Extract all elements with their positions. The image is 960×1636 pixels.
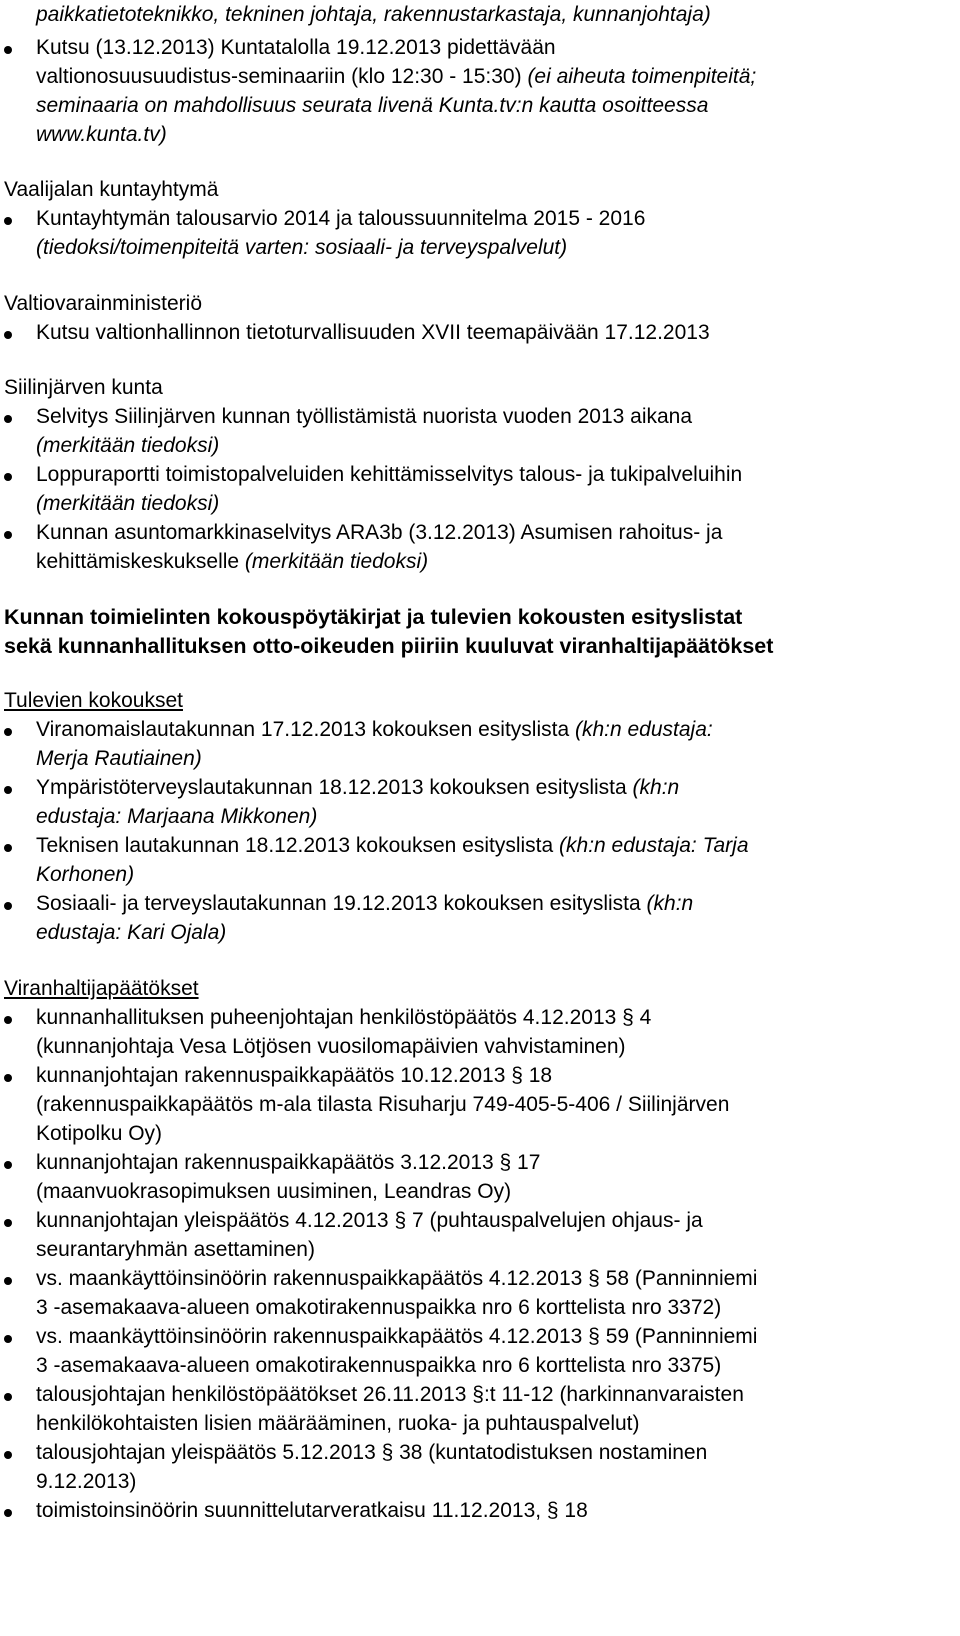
list-item-note: (merkitään tiedoksi) (36, 434, 220, 457)
list-item-continued (36, 62, 756, 91)
list-item (36, 773, 679, 802)
section-title: Vaalijalan kuntayhtymä (4, 178, 219, 201)
list-item-continued: 9.12.2013) (36, 1470, 137, 1493)
list-item-continued (36, 802, 317, 831)
list-item-note: (kh:n edustaja: Tarja (559, 834, 749, 857)
bullet-icon (4, 473, 12, 481)
list-item: kunnanjohtajan yleispäätös 4.12.2013 § 7 (puhtauspalvelujen ohjaus- ja (36, 1209, 703, 1232)
list-item: vs. maankäyttöinsinöörin rakennuspaikkapäätös 4.12.2013 § 58 (Panninniemi (36, 1267, 758, 1290)
list-item-note: (kh:n (646, 892, 694, 915)
list-item-text: Ympäristöterveyslautakunnan 18.12.2013 kokouksen esityslista (36, 776, 633, 799)
list-item-continued (36, 431, 219, 460)
bullet-icon (4, 46, 12, 54)
list-item (36, 204, 645, 233)
bullet-icon (4, 531, 12, 539)
list-item-note: (merkitään tiedoksi) (36, 492, 220, 515)
list-item-note: (merkitään tiedoksi) (244, 550, 429, 573)
section-heading: Kunnan toimielinten kokouspöytäkirjat ja tulevien kokousten esityslistat (4, 605, 743, 629)
list-item-continued (36, 489, 219, 518)
list-item: vs. maankäyttöinsinöörin rakennuspaikkapäätös 4.12.2013 § 59 (Panninniemi (36, 1325, 758, 1348)
list-item-text: Sosiaali- ja terveyslautakunnan 19.12.2013 kokouksen esityslista (36, 892, 647, 915)
list-item: kunnanjohtajan rakennuspaikkapäätös 10.12.2013 § 18 (36, 1064, 553, 1087)
bullet-icon (4, 1074, 12, 1082)
section-title: Siilinjärven kunta (4, 376, 163, 399)
list-item (36, 889, 693, 918)
list-item-text: Teknisen lautakunnan 18.12.2013 kokouksen esityslista (36, 834, 560, 857)
list-item: talousjohtajan yleispäätös 5.12.2013 § 38 (kuntatodistuksen nostaminen (36, 1441, 708, 1464)
list-item-continued: Kotipolku Oy) (36, 1122, 163, 1145)
list-item-continued: seurantaryhmän asettaminen) (36, 1238, 315, 1261)
list-item-note: (kh:n edustaja: (574, 718, 713, 741)
list-item (36, 460, 742, 489)
bullet-icon (4, 844, 12, 852)
bullet-icon (4, 1451, 12, 1459)
bullet-icon (4, 1277, 12, 1285)
list-item-note: edustaja: Marjaana Mikkonen) (36, 805, 318, 828)
list-item-text: kehittämiskeskukselle (36, 550, 245, 573)
list-item-text: Loppuraportti toimistopalveluiden kehittämisselvitys talous- ja tukipalveluihin (36, 463, 743, 486)
list-item (36, 518, 722, 547)
list-item-note: (tiedoksi/toimenpiteitä varten: sosiaali- ja terveyspalvelut) (36, 236, 568, 259)
list-item: toimistoinsinöörin suunnittelutarveratkaisu 11.12.2013, § 18 (36, 1499, 588, 1522)
list-item-text: Selvitys Siilinjärven kunnan työllistämistä nuorista vuoden 2013 aikana (36, 405, 693, 428)
bullet-icon (4, 1219, 12, 1227)
bullet-icon (4, 217, 12, 225)
bullet-icon (4, 1335, 12, 1343)
section-heading: sekä kunnanhallituksen otto-oikeuden piiriin kuuluvat viranhaltijapäätökset (4, 634, 774, 658)
list-item-continued: henkilökohtaisten lisien määrääminen, ruoka- ja puhtauspalvelut) (36, 1412, 640, 1435)
list-item-continued: 3 -asemakaava-alueen omakotirakennuspaikka nro 6 korttelista nro 3372) (36, 1296, 722, 1319)
list-item-note: (kh:n (632, 776, 680, 799)
list-item (36, 318, 710, 347)
bullet-icon (4, 786, 12, 794)
list-item-continued: (kunnanjohtaja Vesa Lötjösen vuosilomapäivien vahvistaminen) (36, 1035, 626, 1058)
list-item: kunnanhallituksen puheenjohtajan henkilöstöpäätös 4.12.2013 § 4 (36, 1006, 652, 1029)
list-item (36, 402, 692, 431)
list-item-text: Viranomaislautakunnan 17.12.2013 kokouksen esityslista (36, 718, 575, 741)
bullet-icon (4, 902, 12, 910)
text-line (36, 0, 711, 29)
list-item-continued: (maanvuokrasopimuksen uusiminen, Leandras Oy) (36, 1180, 512, 1203)
bullet-icon (4, 1393, 12, 1401)
list-item-continued (36, 860, 134, 889)
subsection-title: Tulevien kokoukset (4, 689, 183, 712)
list-item (36, 33, 556, 62)
list-item-text: Kunnan asuntomarkkinaselvitys ARA3b (3.12.2013) Asumisen rahoitus- ja (36, 521, 723, 544)
bullet-icon (4, 728, 12, 736)
bullet-icon (4, 415, 12, 423)
list-item-text: Kutsu valtionhallinnon tietoturvallisuuden XVII teemapäivään 17.12.2013 (36, 321, 710, 344)
list-item-note: www.kunta.tv) (36, 123, 167, 146)
list-item-continued (36, 120, 167, 149)
list-item-text: Kutsu (13.12.2013) Kuntatalolla 19.12.2013 pidettävään (36, 36, 556, 59)
list-item: talousjohtajan henkilöstöpäätökset 26.11.2013 §:t 11-12 (harkinnanvaraisten (36, 1383, 744, 1406)
list-item-continued (36, 233, 567, 262)
continued-text: paikkatietoteknikko, tekninen johtaja, rakennustarkastaja, kunnanjohtaja) (36, 3, 711, 26)
list-item-note: (ei aiheuta toimenpiteitä; (527, 65, 757, 88)
bullet-icon (4, 1161, 12, 1169)
list-item-continued (36, 547, 428, 576)
list-item-note: edustaja: Kari Ojala) (36, 921, 227, 944)
list-item-text: valtionosuusuudistus-seminaariin (klo 12:30 - 15:30) (36, 65, 528, 88)
list-item-continued (36, 918, 226, 947)
list-item-continued: 3 -asemakaava-alueen omakotirakennuspaikka nro 6 korttelista nro 3375) (36, 1354, 722, 1377)
list-item-text: Kuntayhtymän talousarvio 2014 ja taloussuunnitelma 2015 - 2016 (36, 207, 646, 230)
list-item-note: Korhonen) (36, 863, 135, 886)
bullet-icon (4, 1509, 12, 1517)
list-item-note: Merja Rautiainen) (36, 747, 202, 770)
bullet-icon (4, 331, 12, 339)
list-item (36, 831, 749, 860)
bullet-icon (4, 1016, 12, 1024)
list-item-continued (36, 91, 708, 120)
section-title: Valtiovarainministeriö (4, 292, 203, 315)
list-item-continued (36, 744, 202, 773)
list-item-continued: (rakennuspaikkapäätös m-ala tilasta Risuharju 749-405-5-406 / Siilinjärven (36, 1093, 730, 1116)
list-item-note: seminaaria on mahdollisuus seurata livenä Kunta.tv:n kautta osoitteessa (36, 94, 709, 117)
subsection-title: Viranhaltijapäätökset (4, 977, 199, 1000)
list-item: kunnanjohtajan rakennuspaikkapäätös 3.12.2013 § 17 (36, 1151, 541, 1174)
list-item (36, 715, 713, 744)
